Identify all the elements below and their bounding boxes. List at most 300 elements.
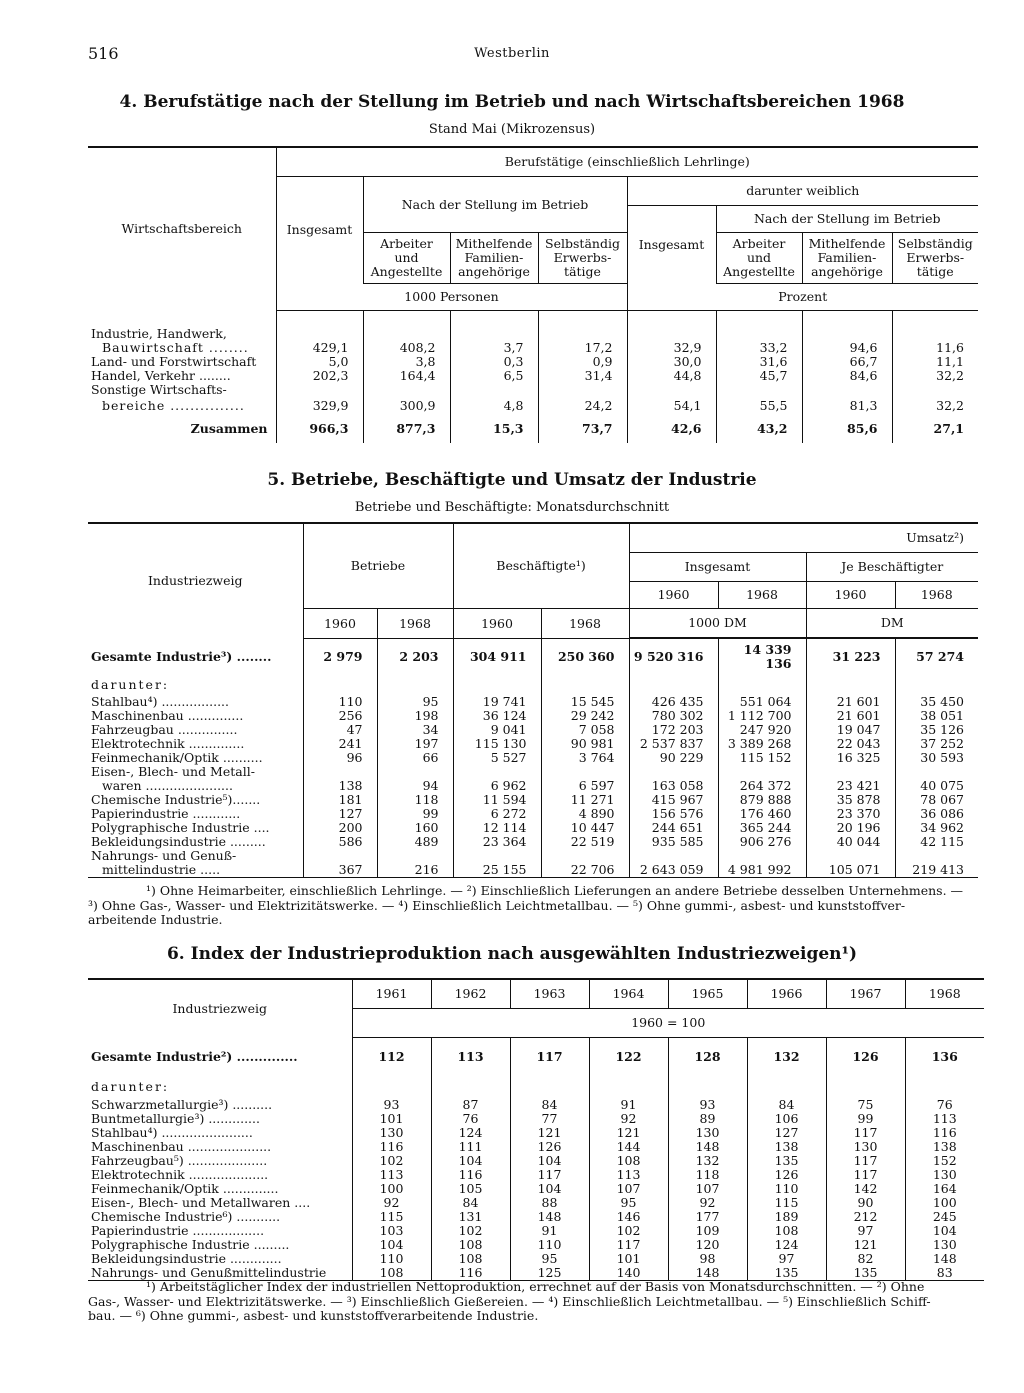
t6-cell: 108: [589, 1154, 668, 1168]
t4-cell: 6,5: [450, 369, 538, 383]
t6-cell: 93: [668, 1098, 747, 1112]
t5-cell: 138: [303, 779, 377, 793]
t5-footnote: arbeitende Industrie.: [88, 912, 223, 927]
t5-cell: 6 272: [453, 807, 541, 821]
t6-cell: 117: [826, 1126, 905, 1140]
t4-cell: 94,6: [802, 341, 892, 355]
t5-unit-dm1000: 1000 DM: [629, 609, 806, 638]
t5-cell: 34: [377, 723, 453, 737]
t6-year: 1965: [668, 979, 747, 1009]
t5-cell: 66: [377, 751, 453, 765]
t6-cell: 125: [510, 1266, 589, 1281]
t6-row-label: Bekleidungsindustrie .............: [91, 1250, 282, 1266]
t5-cell: 586: [303, 835, 377, 849]
t5-cell: 40 075: [895, 779, 978, 793]
t6-row-label: Papierindustrie ..................: [91, 1222, 265, 1238]
t6-cell: 113: [352, 1168, 431, 1182]
t5-cell: 156 576: [629, 807, 718, 821]
t4-cell: 54,1: [627, 397, 716, 415]
t4-row-label: Handel, Verkehr ........: [91, 367, 231, 383]
t4-cell: 24,2: [538, 397, 627, 415]
t5-cell: 176 460: [718, 807, 806, 821]
t5-cell: 19 741: [453, 695, 541, 709]
t5-cell: 264 372: [718, 779, 806, 793]
t5-cell: 5 527: [453, 751, 541, 765]
t6-cell: 95: [510, 1252, 589, 1266]
t4-header-mithelfend: Mithelfende Familien-angehörige: [450, 233, 538, 284]
t6-total-cell: 122: [589, 1038, 668, 1076]
t5-header-je: Je Beschäftigter: [806, 553, 978, 582]
t6-cell: 148: [668, 1140, 747, 1154]
t5-header-beschaeftigte: Beschäftigte¹): [453, 523, 629, 609]
t6-cell: 97: [826, 1224, 905, 1238]
t4-cell: 429,1: [276, 341, 363, 355]
t5-year: 1960: [453, 609, 541, 639]
t5-cell: 9 041: [453, 723, 541, 737]
t5-row-label: Maschinenbau ..............: [91, 707, 244, 723]
t4-total-cell: 877,3: [363, 415, 450, 443]
t6-cell: 108: [431, 1238, 510, 1252]
t4-unit-right: Prozent: [627, 284, 978, 311]
table4: [88, 146, 978, 443]
t5-row-label: Nahrungs- und Genuß-: [91, 847, 237, 863]
table5-title: 5. Betriebe, Beschäftigte und Umsatz der Industrie: [267, 470, 757, 490]
t5-total-cell: 304 911: [453, 639, 541, 675]
t4-cell: 55,5: [716, 397, 802, 415]
t5-cell: 23 370: [806, 807, 895, 821]
t5-cell: 244 651: [629, 821, 718, 835]
t6-cell: 100: [905, 1196, 984, 1210]
t5-cell: 99: [377, 807, 453, 821]
t6-cell: 107: [668, 1182, 747, 1196]
t5-cell: 247 920: [718, 723, 806, 737]
t5-total-cell: 57 274: [895, 639, 978, 675]
t6-cell: 110: [510, 1238, 589, 1252]
t6-cell: 104: [510, 1182, 589, 1196]
t6-cell: 130: [905, 1238, 984, 1252]
t5-cell: 906 276: [718, 835, 806, 849]
t5-cell: 415 967: [629, 793, 718, 807]
t6-cell: 135: [826, 1266, 905, 1281]
t5-row-label: Papierindustrie ............: [91, 805, 241, 821]
t5-cell: 241: [303, 737, 377, 751]
t6-total-cell: 132: [747, 1038, 826, 1076]
t6-cell: 130: [905, 1168, 984, 1182]
t6-cell: 164: [905, 1182, 984, 1196]
t5-header-umsatz: Umsatz²): [629, 523, 978, 553]
t5-total-cell: 14 339 136: [718, 639, 806, 675]
t6-cell: 90: [826, 1196, 905, 1210]
t4-cell: 32,2: [892, 397, 978, 415]
t6-cell: 124: [747, 1238, 826, 1252]
t5-cell: 197: [377, 737, 453, 751]
t6-cell: 131: [431, 1210, 510, 1224]
t5-cell: 94: [377, 779, 453, 793]
t6-cell: 82: [826, 1252, 905, 1266]
t4-header-group: Berufstätige (einschließlich Lehrlinge): [276, 147, 978, 177]
t5-cell: 216: [377, 863, 453, 878]
t5-cell: 35 126: [895, 723, 978, 737]
t5-row-label: Chemische Industrie⁵).......: [91, 791, 261, 807]
t4-total-cell: 42,6: [627, 415, 716, 443]
t5-cell: 172 203: [629, 723, 718, 737]
t6-cell: 115: [352, 1210, 431, 1224]
t6-cell: 108: [431, 1252, 510, 1266]
t4-cell: 33,2: [716, 341, 802, 355]
t6-cell: 84: [747, 1098, 826, 1112]
t6-cell: 121: [510, 1126, 589, 1140]
t6-cell: 108: [352, 1266, 431, 1281]
t6-total-label: Gesamte Industrie²) ..............: [91, 1048, 298, 1064]
t6-cell: 126: [747, 1168, 826, 1182]
t5-year: 1968: [377, 609, 453, 639]
t6-cell: 177: [668, 1210, 747, 1224]
t5-cell: 935 585: [629, 835, 718, 849]
t6-cell: 245: [905, 1210, 984, 1224]
t5-cell: 181: [303, 793, 377, 807]
t6-cell: 121: [589, 1126, 668, 1140]
t6-row-label: Elektrotechnik ....................: [91, 1166, 269, 1182]
t5-total-cell: 2 979: [303, 639, 377, 675]
t4-cell: 32,2: [892, 369, 978, 383]
t6-cell: 113: [905, 1112, 984, 1126]
t6-cell: 100: [352, 1182, 431, 1196]
t6-cell: 126: [510, 1140, 589, 1154]
t5-cell: 6 597: [541, 779, 629, 793]
t6-cell: 115: [747, 1196, 826, 1210]
t5-cell: 21 601: [806, 709, 895, 723]
t5-total-cell: 31 223: [806, 639, 895, 675]
t6-row-label: Schwarzmetallurgie³) ..........: [91, 1096, 273, 1112]
t5-year: 1968: [895, 582, 978, 609]
t4-header-female-mithelfend: Mithelfende Familien-angehörige: [802, 233, 892, 284]
t6-cell: 102: [352, 1154, 431, 1168]
t5-cell: 47: [303, 723, 377, 737]
t5-cell: 96: [303, 751, 377, 765]
t6-row-label: Chemische Industrie⁶) ...........: [91, 1208, 281, 1224]
t4-cell: 3,8: [363, 355, 450, 369]
t5-cell: 29 242: [541, 709, 629, 723]
t6-row-label: Feinmechanik/Optik ..............: [91, 1180, 279, 1196]
t5-cell: 6 962: [453, 779, 541, 793]
t6-cell: 116: [352, 1140, 431, 1154]
t5-cell: 198: [377, 709, 453, 723]
t4-header-total: Insgesamt: [276, 177, 363, 284]
table5: [88, 522, 978, 878]
t5-header-insgesamt: Insgesamt: [629, 553, 806, 582]
t6-cell: 135: [747, 1266, 826, 1281]
t6-cell: 116: [431, 1266, 510, 1281]
t6-cell: 116: [431, 1168, 510, 1182]
t6-cell: 91: [510, 1224, 589, 1238]
t4-cell: 31,6: [716, 355, 802, 369]
t6-cell: 76: [431, 1112, 510, 1126]
t6-cell: 101: [589, 1252, 668, 1266]
t6-cell: 140: [589, 1266, 668, 1281]
t5-unit-dm: DM: [806, 609, 978, 638]
t6-cell: 93: [352, 1098, 431, 1112]
t6-cell: 104: [510, 1154, 589, 1168]
t6-cell: 104: [431, 1154, 510, 1168]
t5-cell: 78 067: [895, 793, 978, 807]
t6-row-label: Fahrzeugbau⁵) ....................: [91, 1152, 268, 1168]
t6-cell: 92: [352, 1196, 431, 1210]
t4-cell: 4,8: [450, 397, 538, 415]
t5-cell: 35 878: [806, 793, 895, 807]
t5-cell: 127: [303, 807, 377, 821]
t6-cell: 111: [431, 1140, 510, 1154]
t6-total-cell: 112: [352, 1038, 431, 1076]
t6-cell: 105: [431, 1182, 510, 1196]
t4-cell: 32,9: [627, 341, 716, 355]
t5-cell: 22 519: [541, 835, 629, 849]
t6-cell: 102: [431, 1224, 510, 1238]
t5-cell: 42 115: [895, 835, 978, 849]
t5-cell: 367: [303, 863, 377, 878]
t6-footnote: ¹) Arbeitstäglicher Index der industriellen Nettoproduktion, errechnet auf der Basis von Monatsdurchschnitten. — ²) Ohne: [146, 1279, 925, 1294]
t5-cell: 22 043: [806, 737, 895, 751]
t4-cell: 45,7: [716, 369, 802, 383]
t6-cell: 109: [668, 1224, 747, 1238]
t5-cell: 256: [303, 709, 377, 723]
table5-footnotes: [88, 884, 988, 928]
t6-cell: 88: [510, 1196, 589, 1210]
t5-cell: 11 594: [453, 793, 541, 807]
t5-cell: 25 155: [453, 863, 541, 878]
t6-cell: 89: [668, 1112, 747, 1126]
t6-year: 1966: [747, 979, 826, 1009]
t6-cell: 127: [747, 1126, 826, 1140]
t6-cell: 107: [589, 1182, 668, 1196]
t5-cell: 21 601: [806, 695, 895, 709]
t6-row-label: Eisen-, Blech- und Metallwaren ....: [91, 1194, 311, 1210]
t5-cell: 34 962: [895, 821, 978, 835]
t5-cell: 22 706: [541, 863, 629, 878]
t5-cell: 37 252: [895, 737, 978, 751]
table5-subtitle: Betriebe und Beschäftigte: Monatsdurchschnitt: [354, 500, 670, 515]
t6-total-cell: 117: [510, 1038, 589, 1076]
t4-cell: 329,9: [276, 397, 363, 415]
t4-total-cell: 15,3: [450, 415, 538, 443]
t6-year: 1963: [510, 979, 589, 1009]
t6-cell: 212: [826, 1210, 905, 1224]
t5-header-row-label: Industriezweig: [88, 523, 303, 639]
page-number: 516: [88, 44, 119, 63]
t6-cell: 135: [747, 1154, 826, 1168]
t6-cell: 84: [510, 1098, 589, 1112]
t6-row-label: Maschinenbau .....................: [91, 1138, 272, 1154]
table6-footnotes: [88, 1280, 988, 1324]
t5-year: 1968: [718, 582, 806, 609]
t4-total-cell: 73,7: [538, 415, 627, 443]
t5-cell: 163 058: [629, 779, 718, 793]
t6-cell: 98: [668, 1252, 747, 1266]
t6-cell: 117: [510, 1168, 589, 1182]
t5-cell: 11 271: [541, 793, 629, 807]
t6-cell: 99: [826, 1112, 905, 1126]
t6-total-cell: 128: [668, 1038, 747, 1076]
t4-cell: 44,8: [627, 369, 716, 383]
t5-row-label: Bekleidungsindustrie .........: [91, 833, 266, 849]
t5-year: 1960: [806, 582, 895, 609]
t5-cell: 19 047: [806, 723, 895, 737]
t5-cell: 7 058: [541, 723, 629, 737]
t5-cell: 12 114: [453, 821, 541, 835]
t6-cell: 120: [668, 1238, 747, 1252]
t6-row-label: Polygraphische Industrie .........: [91, 1236, 290, 1252]
t5-cell: 219 413: [895, 863, 978, 878]
t5-cell: 115 130: [453, 737, 541, 751]
t5-row-label: Stahlbau⁴) .................: [91, 693, 230, 709]
t6-year: 1968: [905, 979, 984, 1009]
t4-cell: 202,3: [276, 369, 363, 383]
t6-total-cell: 136: [905, 1038, 984, 1076]
t5-cell: 2 537 837: [629, 737, 718, 751]
t6-cell: 152: [905, 1154, 984, 1168]
t5-cell: 365 244: [718, 821, 806, 835]
t4-cell: 30,0: [627, 355, 716, 369]
t6-cell: 132: [668, 1154, 747, 1168]
t5-cell: 115 152: [718, 751, 806, 765]
t6-footnote: Gas-, Wasser- und Elektrizitätswerke. — ³) Einschließlich Gießereien. — ⁴) Einschließlich Leichtmetallbau. — ⁵) Einschließlich Schiff-: [88, 1293, 931, 1309]
t4-cell: 408,2: [363, 341, 450, 355]
t4-header-position: Nach der Stellung im Betrieb: [363, 177, 627, 233]
t5-cell: 3 764: [541, 751, 629, 765]
t6-row-label: Buntmetallurgie³) .............: [91, 1110, 260, 1126]
t5-row-label: Polygraphische Industrie ....: [91, 819, 270, 835]
t4-cell: 11,1: [892, 355, 978, 369]
t6-year: 1962: [431, 979, 510, 1009]
t6-cell: 148: [510, 1210, 589, 1224]
table4-subtitle: Stand Mai (Mikrozensus): [428, 122, 596, 137]
t5-cell: 30 593: [895, 751, 978, 765]
t6-total-cell: 126: [826, 1038, 905, 1076]
t4-total-label: Zusammen: [190, 420, 268, 436]
t6-cell: 101: [352, 1112, 431, 1126]
t4-total-cell: 966,3: [276, 415, 363, 443]
t5-cell: 489: [377, 835, 453, 849]
t6-cell: 138: [747, 1140, 826, 1154]
t4-header-arbeiter: Arbeiter und Angestellte: [363, 233, 450, 284]
t6-cell: 116: [905, 1126, 984, 1140]
t6-cell: 189: [747, 1210, 826, 1224]
t6-cell: 113: [589, 1168, 668, 1182]
t4-header-female-position: Nach der Stellung im Betrieb: [716, 206, 978, 233]
t5-cell: 879 888: [718, 793, 806, 807]
t4-header-female-total: Insgesamt: [627, 206, 716, 284]
t6-header-row-label: Industriezweig: [88, 979, 352, 1038]
t6-cell: 84: [431, 1196, 510, 1210]
t4-header-selbst: Selbständig Erwerbs-tätige: [538, 233, 627, 284]
t5-cell: 780 302: [629, 709, 718, 723]
t6-year: 1961: [352, 979, 431, 1009]
t6-cell: 95: [589, 1196, 668, 1210]
t4-total-cell: 85,6: [802, 415, 892, 443]
t4-header-female: darunter weiblich: [627, 177, 978, 206]
t6-year: 1964: [589, 979, 668, 1009]
t6-cell: 97: [747, 1252, 826, 1266]
t5-cell: 110: [303, 695, 377, 709]
t5-cell: 23 364: [453, 835, 541, 849]
t5-row-label: Eisen-, Blech- und Metall-: [91, 763, 255, 779]
t5-cell: 16 325: [806, 751, 895, 765]
t4-header-female-arbeiter: Arbeiter und Angestellte: [716, 233, 802, 284]
t5-cell: 36 086: [895, 807, 978, 821]
t6-cell: 130: [352, 1126, 431, 1140]
t6-cell: 83: [905, 1266, 984, 1281]
t6-cell: 138: [905, 1140, 984, 1154]
running-head: Westberlin: [474, 46, 550, 61]
t5-cell: 36 124: [453, 709, 541, 723]
t5-cell: 10 447: [541, 821, 629, 835]
t4-cell: 81,3: [802, 397, 892, 415]
t6-cell: 148: [905, 1252, 984, 1266]
t6-cell: 110: [747, 1182, 826, 1196]
t6-cell: 91: [589, 1098, 668, 1112]
t4-total-cell: 27,1: [892, 415, 978, 443]
t4-header-female-selbst: Selbständig Erwerbs-tätige: [892, 233, 978, 284]
t4-cell: 5,0: [276, 355, 363, 369]
t6-cell: 144: [589, 1140, 668, 1154]
t6-cell: 75: [826, 1098, 905, 1112]
t5-cell: 105 071: [806, 863, 895, 878]
t6-cell: 121: [826, 1238, 905, 1252]
t6-cell: 92: [589, 1112, 668, 1126]
t6-cell: 117: [826, 1168, 905, 1182]
t4-cell: 164,4: [363, 369, 450, 383]
t6-cell: 104: [352, 1238, 431, 1252]
t6-cell: 106: [747, 1112, 826, 1126]
t6-base: 1960 = 100: [352, 1009, 984, 1038]
t6-cell: 103: [352, 1224, 431, 1238]
t5-total-cell: 9 520 316: [629, 639, 718, 675]
t6-cell: 110: [352, 1252, 431, 1266]
t6-cell: 87: [431, 1098, 510, 1112]
t4-cell: 300,9: [363, 397, 450, 415]
t4-row-label-cont: Bauwirtschaft ........: [102, 339, 249, 355]
t5-cell: 3 389 268: [718, 737, 806, 751]
t5-cell: 426 435: [629, 695, 718, 709]
table6: [88, 978, 984, 1281]
t5-cell: 160: [377, 821, 453, 835]
t5-row-label: Fahrzeugbau ...............: [91, 721, 238, 737]
t5-cell: 23 421: [806, 779, 895, 793]
t6-cell: 117: [589, 1238, 668, 1252]
t4-total-cell: 43,2: [716, 415, 802, 443]
t4-row-label-cont: bereiche ...............: [102, 397, 245, 413]
t6-cell: 76: [905, 1098, 984, 1112]
t6-cell: 118: [668, 1168, 747, 1182]
t5-cell: 20 196: [806, 821, 895, 835]
t6-cell: 92: [668, 1196, 747, 1210]
t6-cell: 77: [510, 1112, 589, 1126]
t6-cell: 124: [431, 1126, 510, 1140]
t5-cell: 1 112 700: [718, 709, 806, 723]
t6-cell: 142: [826, 1182, 905, 1196]
t5-row-label-cont: waren ......................: [102, 777, 233, 793]
t5-cell: 90 229: [629, 751, 718, 765]
t4-header-row-label: Wirtschaftsbereich: [88, 147, 276, 311]
t5-total-cell: 2 203: [377, 639, 453, 675]
t5-cell: 4 981 992: [718, 863, 806, 878]
table4-title: 4. Berufstätige nach der Stellung im Betrieb und nach Wirtschaftsbereichen 1968: [119, 92, 905, 112]
t5-cell: 551 064: [718, 695, 806, 709]
t6-total-cell: 113: [431, 1038, 510, 1076]
t4-unit-left: 1000 Personen: [276, 284, 627, 311]
t5-year: 1960: [303, 609, 377, 639]
t5-cell: 90 981: [541, 737, 629, 751]
t5-darunter: darunter:: [91, 676, 170, 692]
